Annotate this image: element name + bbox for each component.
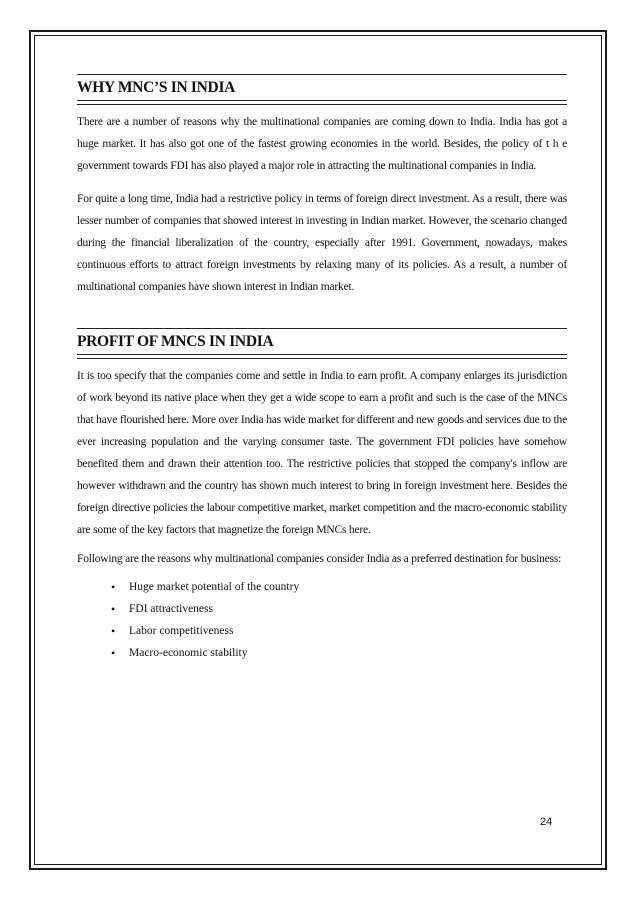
heading-rule-bottom <box>77 354 567 359</box>
section-heading: PROFIT OF MNCS IN INDIA <box>77 333 274 350</box>
heading-rule-bottom <box>77 100 567 105</box>
paragraph: There are a number of reasons why the multinational companies are coming down to India. India has got a huge market. It has also got one of the fastest growing economies in the world. Besides, the policy of t h e government towards FDI has also played a major role in attracting the multinational companies in India. <box>77 116 567 172</box>
list-item: • Macro-economic stability <box>111 642 567 664</box>
paragraph: For quite a long time, India had a restrictive policy in terms of foreign direct investment. As a result, there was lesser number of companies that showed interest in investing in Indian market. However, the scenario changed during the financial liberalization of the country, especially after 1991. Government, nowadays, makes continuous efforts to attract foreign investments by relaxing many of its policies. As a result, a number of multinational companies have shown interest in Indian market. <box>77 193 567 293</box>
paragraph: Following are the reasons why multinational companies consider India as a preferred destination for business: <box>77 553 562 565</box>
page-content <box>77 74 567 664</box>
section-profit-of-mncs <box>77 328 567 664</box>
list-item: • Huge market potential of the country <box>111 576 567 598</box>
section-why-mncs <box>77 74 567 298</box>
section-heading: WHY MNC’S IN INDIA <box>77 79 236 96</box>
paragraph: It is too specify that the companies come and settle in India to earn profit. A company enlarges its jurisdiction of work beyond its native place when they get a wide scope to earn a profit and such is the case of the MNCs that have flourished here. More over India has wide market for different and new goods and services due to the ever increasing population and the varying consumer taste. The government FDI policies have somehow benefited them and drawn their attention too. The restrictive policies that stopped the company's inflow are however withdrawn and the country has shown much interest to bring in foreign investment here. Besides the foreign directive policies the labour competitive market, market competition and the macro-economic stability are some of the key factors that magnetize the foreign MNCs here. <box>77 370 567 536</box>
list-item: • Labor competitiveness <box>111 620 567 642</box>
page-number: 24 <box>540 816 553 828</box>
reasons-list <box>77 576 567 664</box>
list-item: • FDI attractiveness <box>111 598 567 620</box>
